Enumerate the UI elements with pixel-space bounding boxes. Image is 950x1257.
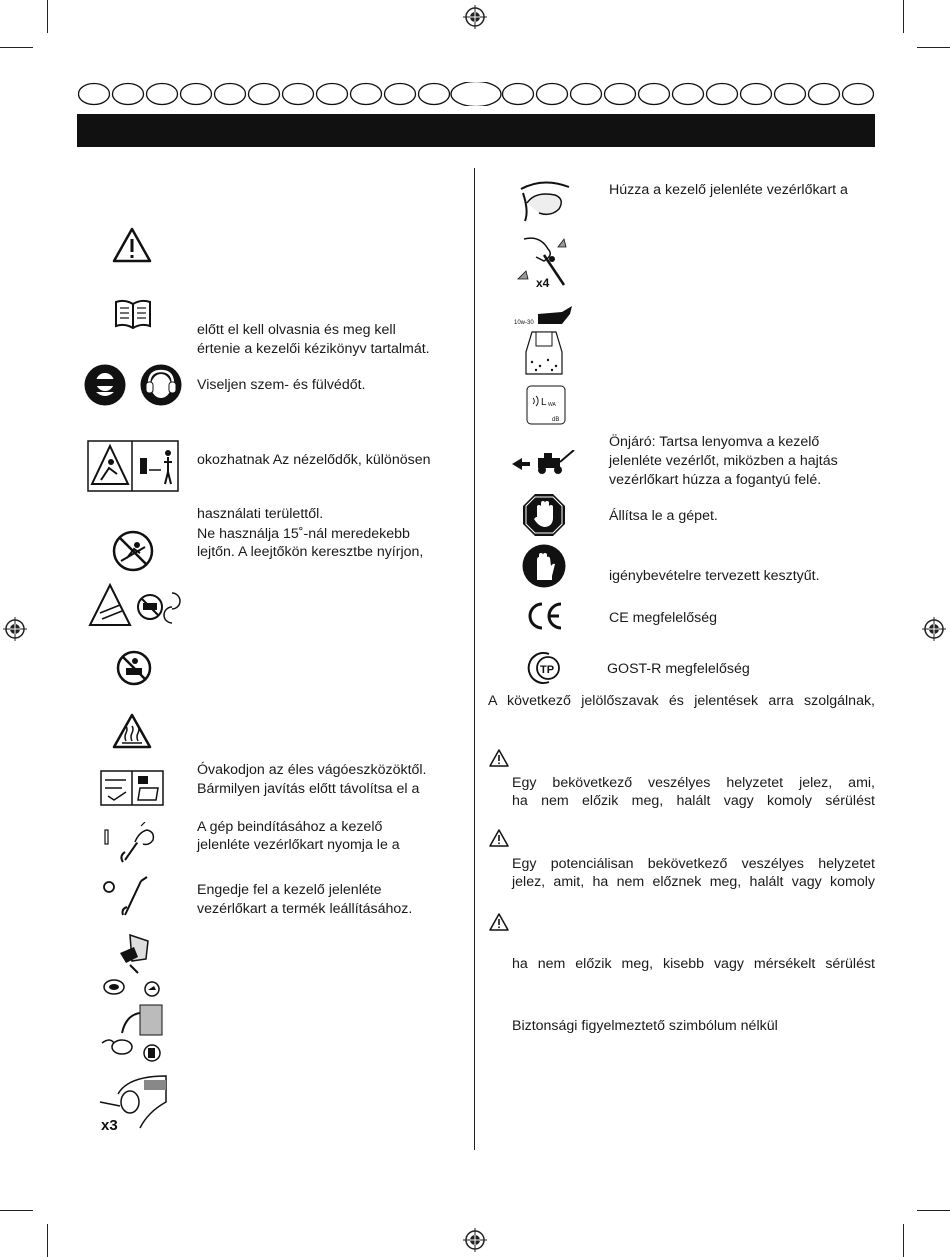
svg-text:TP: TP [540,664,555,676]
registration-mark-icon [3,617,27,641]
registration-mark-icon [463,1228,487,1252]
stop-text: Állítsa le a gépet. [609,508,718,524]
self-propel-text-1: Önjáró: Tartsa lenyomva a kezelő [609,434,820,450]
warning-text-2: jelez, amit, ha nem előznek meg, halált vagy komoly [512,874,875,890]
wear-gloves-icon [522,544,566,588]
hot-surface-icon [112,713,152,749]
svg-text:L: L [541,397,547,408]
gost-text: GOST-R megfelelőség [607,661,750,677]
warning-text-1: Egy potenciálisan bekövetkező veszélyes helyzetet [512,856,875,872]
release-lever-stop-icon [101,875,163,917]
gloves-text: igénybevételre tervezett kesztyűt. [609,568,820,584]
slope-text-1: Ne használja 15˚-nál meredekebb [197,526,410,542]
eye-protection-icon [84,364,126,406]
sharp-blades-icon [100,770,164,806]
press-lever-start-icon [103,822,159,864]
read-manual-text-2: értenie a kezelői kézikönyv tartalmát. [197,341,430,357]
release-text-2: vezérlőkart a termék leállításához. [197,901,413,917]
ear-protection-icon [140,364,182,406]
danger-text-1: Egy bekövetkező veszélyes helyzetet jelez, ami, [512,775,875,791]
crop-mark [917,47,950,48]
crop-mark [917,1210,950,1211]
crop-mark [47,0,48,33]
warning-small-triangle-icon [489,829,509,847]
registration-mark-icon [463,5,487,29]
self-propel-text-2: jelenléte vezérlőt, miközben a hajtás [609,453,838,469]
release-text-1: Engedje fel a kezelő jelenléte [197,882,382,898]
svg-text:dB: dB [552,417,560,423]
area-text: használati területtől. [197,506,324,522]
self-propel-icon [510,450,578,476]
gost-r-mark-icon [523,650,565,686]
read-manual-text-1: előtt el kell olvasnia és meg kell [197,322,396,338]
no-riders-icon [116,650,152,686]
blades-text-2: Bármilyen javítás előtt távolítsa el a [197,781,420,797]
section-header-bar [77,114,875,147]
engine-oil-icon [512,302,576,378]
crop-mark [903,1224,904,1257]
blades-text-1: Óvakodjon az éles vágóeszközöktől. [197,762,427,778]
svg-text:10w-30: 10w-30 [514,320,534,326]
registration-mark-icon [922,617,946,641]
notice-text: Biztonsági figyelmeztető szimbólum nélkül [512,1018,778,1034]
svg-text:WA: WA [548,402,556,408]
signal-intro-text: A következő jelölőszavak és jelentések arra szolgálnak, [488,693,875,709]
language-tabs [78,82,874,106]
read-manual-icon [113,298,153,330]
eye-ear-text: Viseljen szem- és fülvédőt. [197,377,366,393]
stop-icon [522,493,566,537]
svg-text:x4: x4 [536,276,550,289]
caution-triangle-icon [489,913,509,931]
add-oil-icon [100,933,166,997]
prime-bulb-x3-icon [98,1072,168,1134]
bystanders-text: okozhatnak Az nézelődők, különösen [197,452,431,468]
self-propel-text-3: vezérlőkart húzza a fogantyú felé. [609,472,822,488]
ce-text: CE megfelelőség [609,610,718,626]
column-divider [474,168,475,1150]
start-text-1: A gép beindításához a kezelő [197,819,383,835]
svg-text:x3: x3 [101,1117,118,1134]
caution-text-1: ha nem előzik meg, kisebb vagy mérsékelt sérülést [512,956,875,972]
no-slope-icon [112,530,154,572]
crop-mark [0,1210,33,1211]
danger-triangle-icon [489,749,509,767]
crop-mark [47,1224,48,1257]
slope-direction-icon [88,583,184,629]
slope-text-2: lejtőn. A leejtőkön keresztbe nyírjon, [197,544,424,560]
bystanders-icon [87,440,179,492]
crop-mark [0,47,33,48]
warning-triangle-icon [112,227,152,263]
pull-lever-icon [515,173,575,223]
crop-mark [903,0,904,33]
danger-text-2: ha nem előzik meg, halált vagy komoly sérülést [512,793,875,809]
sound-power-level-icon [526,385,566,425]
start-text-2: jelenléte vezérlőkart nyomja le a [197,837,400,853]
ce-mark-icon [525,601,565,631]
pull-lever-text: Húzza a kezelő jelenléte vezérlőkart a [609,182,848,198]
throttle-x4-icon [514,235,576,289]
add-fuel-icon [100,1003,166,1065]
